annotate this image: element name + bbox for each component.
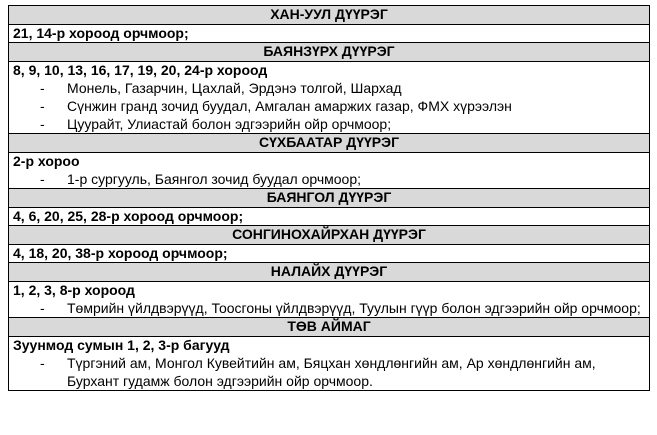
district-header-row (9, 6, 650, 25)
district-header: ТӨВ АЙМАГ (9, 318, 650, 337)
dash-marker: - (40, 116, 45, 132)
district-body (9, 282, 650, 318)
district-body-row (9, 282, 650, 318)
district-header: НАЛАЙХ ДҮҮРЭГ (9, 263, 650, 282)
district-header: ХАН-УУЛ ДҮҮРЭГ (9, 6, 650, 25)
location-list (13, 79, 645, 133)
district-table (8, 5, 650, 391)
dash-marker: - (40, 300, 45, 316)
district-body-row (9, 337, 650, 391)
district-header: СОНГИНОХАЙРХАН ДҮҮРЭГ (9, 226, 650, 245)
district-body (9, 208, 650, 226)
khoroo-list: Зуунмод сумын 1, 2, 3-р багууд (13, 337, 230, 353)
location-item (13, 115, 645, 133)
khoroo-list: 21, 14-р хороод орчмоор; (13, 25, 189, 41)
khoroo-list: 4, 6, 20, 25, 28-р хороод орчмоор; (13, 208, 244, 224)
location-text: 1-р сургууль, Баянгол зочид буудал орчмоор; (67, 171, 362, 187)
district-header: СҮХБААТАР ДҮҮРЭГ (9, 134, 650, 153)
location-list (13, 299, 645, 317)
location-item (13, 354, 645, 390)
district-header: БАЯНЗҮРХ ДҮҮРЭГ (9, 43, 650, 62)
district-body (9, 62, 650, 134)
district-body (9, 25, 650, 43)
district-header-row (9, 318, 650, 337)
location-text: Төмрийн үйлдвэрүүд, Тоосгоны үйлдвэрүүд, Туулын гүүр болон эдгээрийн ойр орчмоор; (67, 300, 641, 316)
location-text: Монель, Газарчин, Цахлай, Эрдэнэ толгой, Шархад (67, 80, 402, 96)
district-body (9, 153, 650, 189)
table-body (9, 6, 650, 391)
district-body-row (9, 25, 650, 43)
district-body-row (9, 62, 650, 134)
dash-marker: - (40, 355, 45, 371)
district-body-row (9, 245, 650, 263)
location-item (13, 97, 645, 115)
location-item (13, 79, 645, 97)
district-body-row (9, 153, 650, 189)
district-header-row (9, 134, 650, 153)
dash-marker: - (40, 171, 45, 187)
dash-marker: - (40, 80, 45, 96)
location-text: Сүнжин гранд зочид буудал, Амгалан амаржих газар, ФМХ хүрээлэн (67, 98, 512, 114)
district-header-row (9, 263, 650, 282)
district-header-row (9, 189, 650, 208)
district-body (9, 337, 650, 391)
location-list (13, 354, 645, 390)
district-header: БАЯНГОЛ ДҮҮРЭГ (9, 189, 650, 208)
khoroo-list: 2-р хороо (13, 153, 80, 169)
district-body-row (9, 208, 650, 226)
khoroo-list: 4, 18, 20, 38-р хороод орчмоор; (13, 245, 228, 261)
khoroo-list: 8, 9, 10, 13, 16, 17, 19, 20, 24-р хороод (13, 62, 268, 78)
district-header-row (9, 226, 650, 245)
location-item (13, 299, 645, 317)
location-list (13, 170, 645, 188)
location-text: Цуурайт, Улиастай болон эдгээрийн ойр орчмоор; (67, 116, 392, 132)
dash-marker: - (40, 98, 45, 114)
location-text: Түргэний ам, Монгол Кувейтийн ам, Бяцхан хөндлөнгийн ам, Ар хөндлөнгийн ам, Бурхант гудамж болон эдгээрийн ойр орчмоор. (67, 355, 596, 389)
location-item (13, 170, 645, 188)
district-header-row (9, 43, 650, 62)
khoroo-list: 1, 2, 3, 8-р хороод (13, 282, 135, 298)
district-body (9, 245, 650, 263)
